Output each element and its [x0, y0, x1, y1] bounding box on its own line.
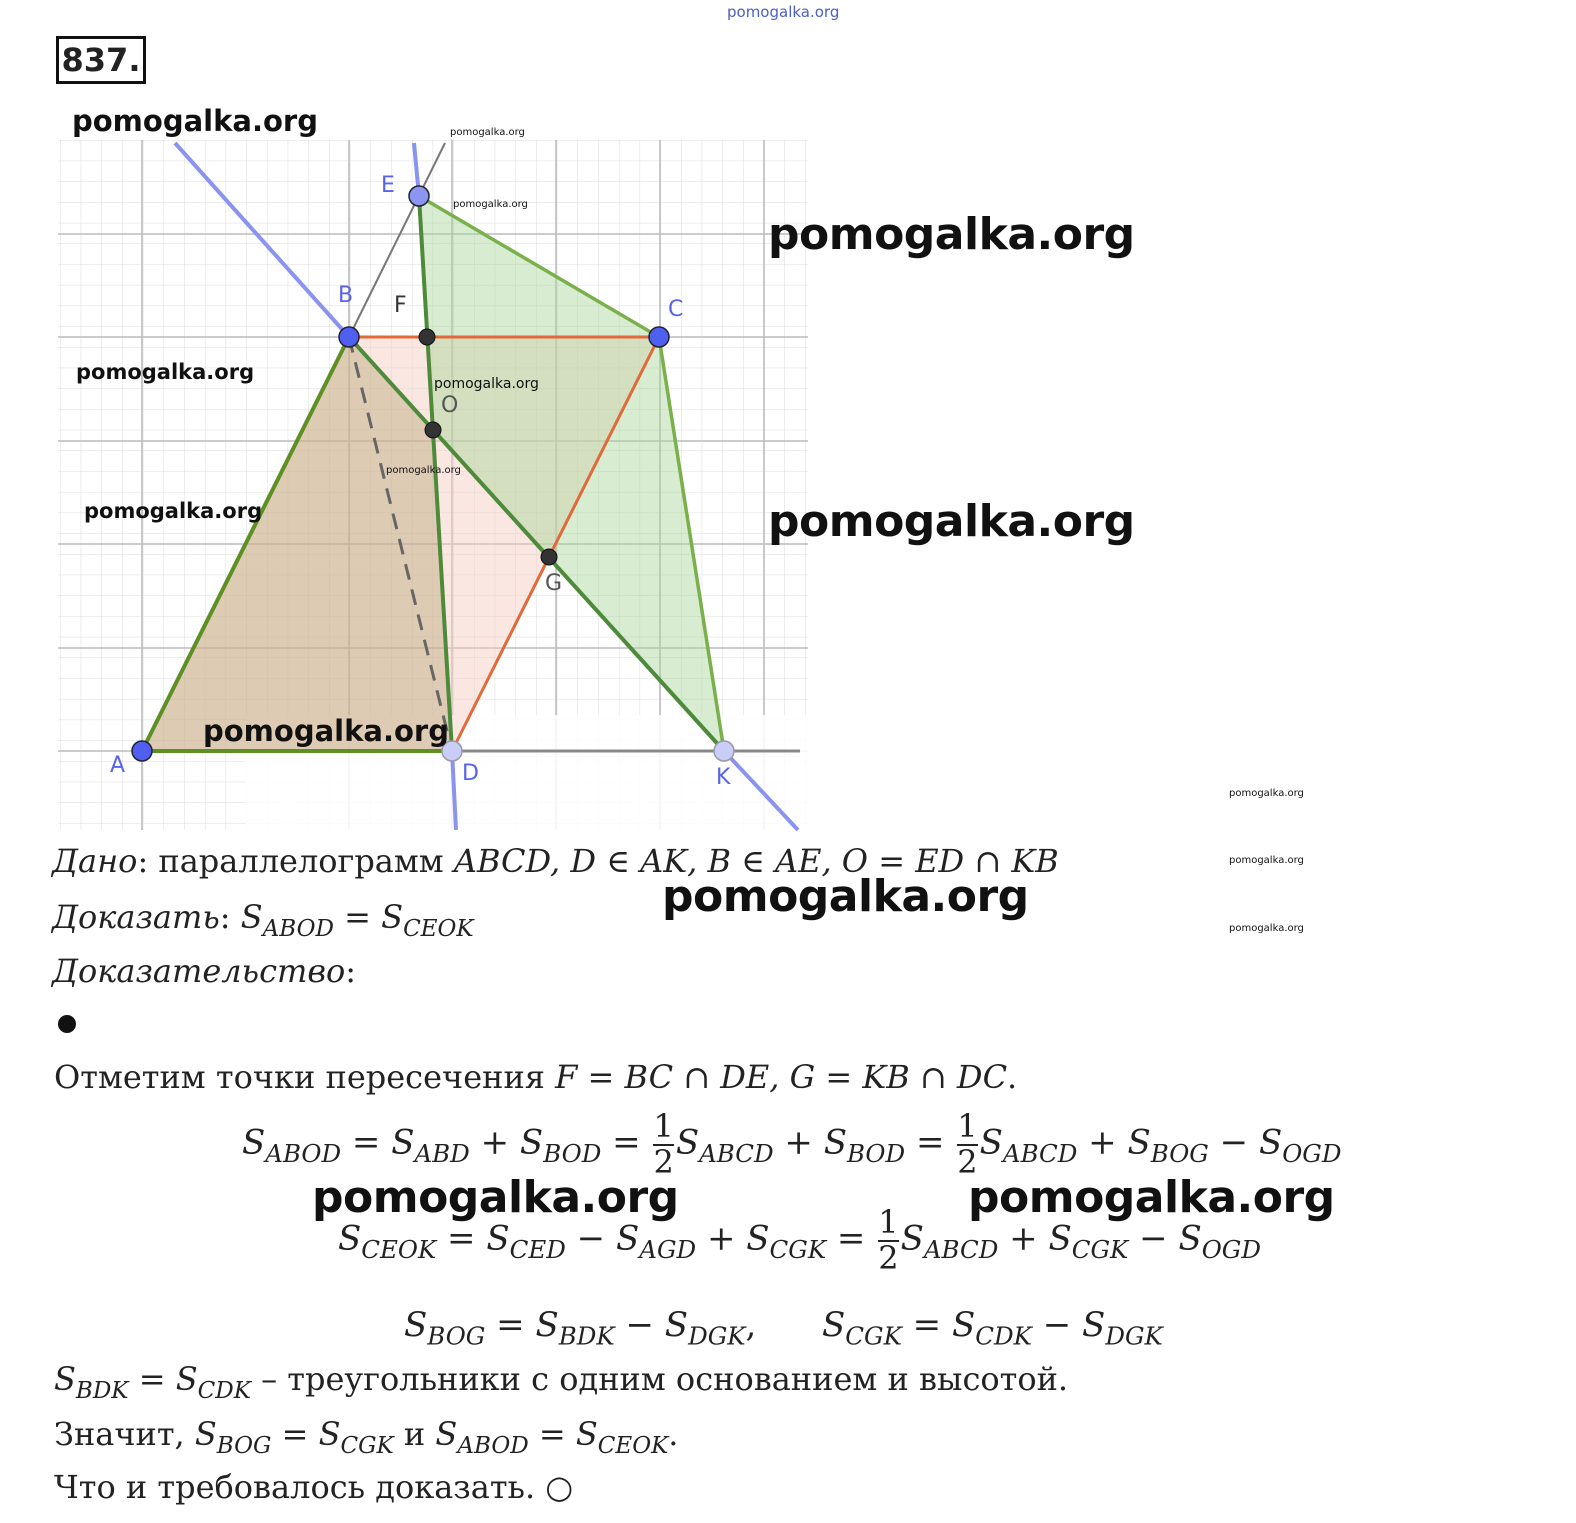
watermark: pomogalka.org — [1229, 788, 1304, 799]
prove-line: Доказать: $S_{ABOD} = S_{CEOK}$ — [52, 898, 474, 943]
watermark: pomogalka.org — [453, 199, 528, 210]
watermark: pomogalka.org — [434, 376, 539, 392]
given-math: ABCD, D ∈ AK, B ∈ AE, O = ED ∩ KB — [453, 842, 1059, 880]
label-b: B — [338, 283, 354, 308]
mark-points-math: F = BC ∩ DE, G = KB ∩ DC — [555, 1058, 1008, 1096]
point-f — [419, 329, 435, 345]
equation-2: $S_{CEOK} = S_{CED} - S_{AGD} + S_{CGK}$ = $\frac{1}{2}$ $S_{ABCD} + S_{CGK} - S_{OGD}$ — [338, 1203, 1261, 1277]
watermark: pomogalka.org — [768, 209, 1135, 260]
equation-4: $S_{CGK} = S_{CDK} - S_{DGK}$ — [822, 1305, 1163, 1351]
equation-3: $S_{BOG} = S_{BDK} - S_{DGK}$, — [404, 1305, 757, 1351]
watermark: pomogalka.org — [450, 127, 525, 138]
given-body: : параллелограмм — [137, 842, 454, 880]
label-e: E — [381, 173, 395, 198]
label-a: A — [110, 753, 126, 778]
problem-number: 837. — [56, 36, 146, 84]
point-o — [425, 422, 441, 438]
label-k: K — [716, 765, 731, 790]
label-f: F — [394, 293, 407, 318]
equation-1: $S_{ABOD} = S_{ABD} + S_{BOD}$ = $\frac{1}{2}$ $S_{ABCD} + S_{BOD}$ = $\frac{1}{2}$ $S_{ABCD} + S_{BOG} - S_{OGD}$ — [242, 1107, 1342, 1181]
watermark: pomogalka.org — [1229, 855, 1304, 866]
label-d: D — [462, 761, 479, 786]
label-g: G — [545, 571, 563, 596]
watermark-top: pomogalka.org — [727, 3, 840, 21]
watermark: pomogalka.org — [84, 499, 263, 523]
proof-label: Доказательство — [52, 952, 346, 990]
watermark: pomogalka.org — [312, 1172, 679, 1223]
label-c: C — [668, 297, 684, 322]
point-k — [714, 741, 734, 761]
given-line — [52, 842, 1059, 880]
watermark: pomogalka.org — [662, 871, 1029, 922]
watermark: pomogalka.org — [72, 104, 318, 138]
qed-line: Что и требовалось доказать. ○ — [54, 1468, 574, 1506]
watermark: pomogalka.org — [968, 1172, 1335, 1223]
mark-points-text: Отметим точки пересечения — [54, 1058, 556, 1096]
point-a — [132, 741, 152, 761]
point-e — [409, 186, 429, 206]
therefore-line: Значит, $S_{BOG} = S_{CGK}$ и $S_{ABOD} = S_{CEOK}$. — [54, 1415, 679, 1460]
given-label: Дано — [52, 842, 138, 880]
watermark: pomogalka.org — [203, 714, 449, 748]
watermark: pomogalka.org — [768, 496, 1135, 547]
mark-points-line: Отметим точки пересечения F = BC ∩ DE, G = KB ∩ DC. — [54, 1058, 1018, 1096]
bullet — [58, 1015, 76, 1033]
point-c — [649, 327, 669, 347]
proof-line: Доказательство: — [52, 952, 357, 990]
point-g — [541, 549, 557, 565]
watermark: pomogalka.org — [386, 465, 461, 476]
prove-label: Доказать — [52, 898, 220, 936]
watermark: pomogalka.org — [76, 360, 255, 384]
watermark: pomogalka.org — [1229, 923, 1304, 934]
point-b — [339, 327, 359, 347]
label-o: O — [441, 393, 459, 418]
equal-triangles-line: $S_{BDK} = S_{CDK}$ – треугольники с одним основанием и высотой. — [54, 1360, 1069, 1405]
